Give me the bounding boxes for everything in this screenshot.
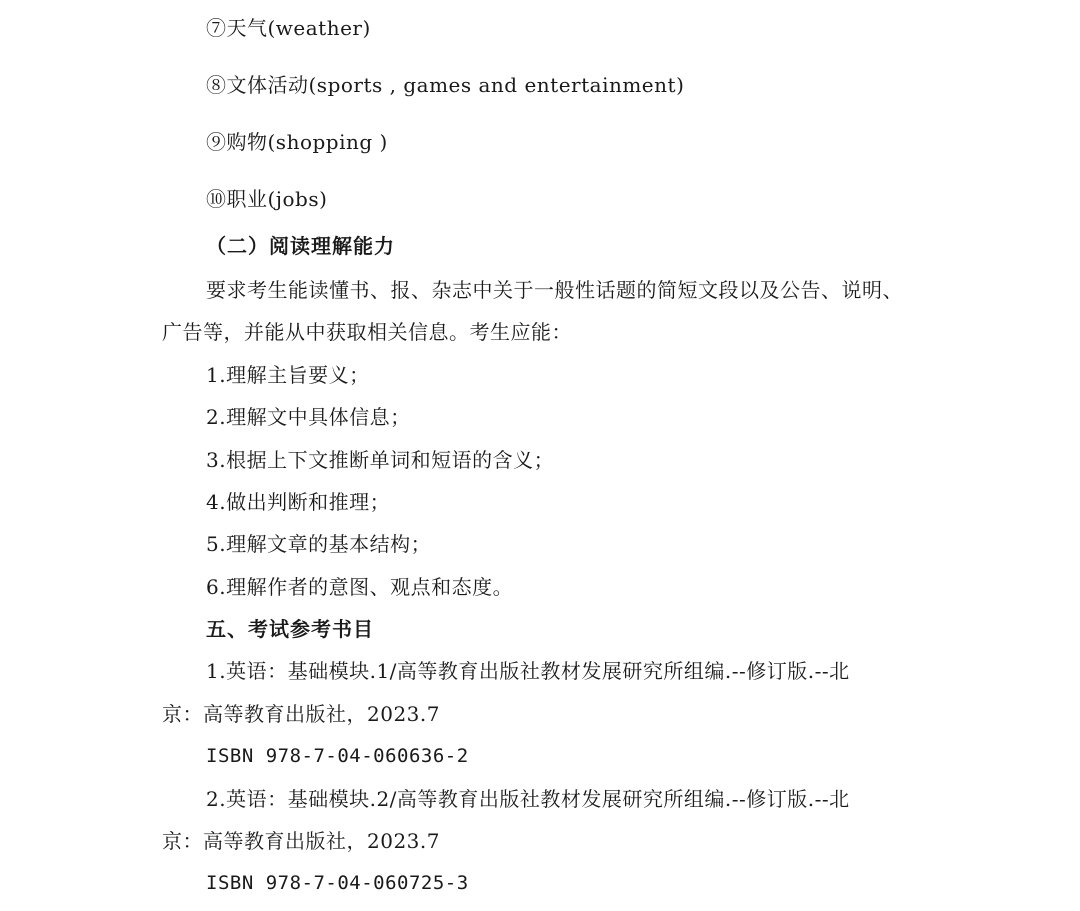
- reading-intro-line1: 要求考生能读懂书、报、杂志中关于一般性话题的简短文段以及公告、说明、: [206, 278, 903, 302]
- topic-jobs: ⑩职业(jobs): [206, 187, 328, 211]
- reading-item-2: 2.理解文中具体信息；: [206, 405, 411, 429]
- reading-item-4: 4.做出判断和推理；: [206, 490, 391, 514]
- references-heading: 五、考试参考书目: [206, 617, 374, 641]
- reading-item-1: 1.理解主旨要义；: [206, 363, 370, 387]
- book-1-isbn: ISBN 978-7-04-060636-2: [206, 745, 469, 767]
- reading-intro-line2: 广告等，并能从中获取相关信息。考生应能：: [162, 320, 572, 344]
- reading-item-6: 6.理解作者的意图、观点和态度。: [206, 575, 514, 599]
- book-2-isbn: ISBN 978-7-04-060725-3: [206, 872, 469, 894]
- topic-sports: ⑧文体活动(sports , games and entertainment): [206, 73, 685, 97]
- book-2-line2: 京：高等教育出版社，2023.7: [162, 829, 440, 853]
- reading-item-5: 5.理解文章的基本结构；: [206, 532, 432, 556]
- book-2-line1: 2.英语：基础模块.2/高等教育出版社教材发展研究所组编.--修订版.--北: [206, 787, 850, 811]
- book-1-line2: 京：高等教育出版社，2023.7: [162, 702, 440, 726]
- reading-item-3: 3.根据上下文推断单词和短语的含义；: [206, 448, 555, 472]
- reading-heading: （二）阅读理解能力: [206, 234, 395, 258]
- book-1-line1: 1.英语：基础模块.1/高等教育出版社教材发展研究所组编.--修订版.--北: [206, 659, 850, 683]
- topic-weather: ⑦天气(weather): [206, 16, 371, 40]
- topic-shopping: ⑨购物(shopping ): [206, 130, 388, 154]
